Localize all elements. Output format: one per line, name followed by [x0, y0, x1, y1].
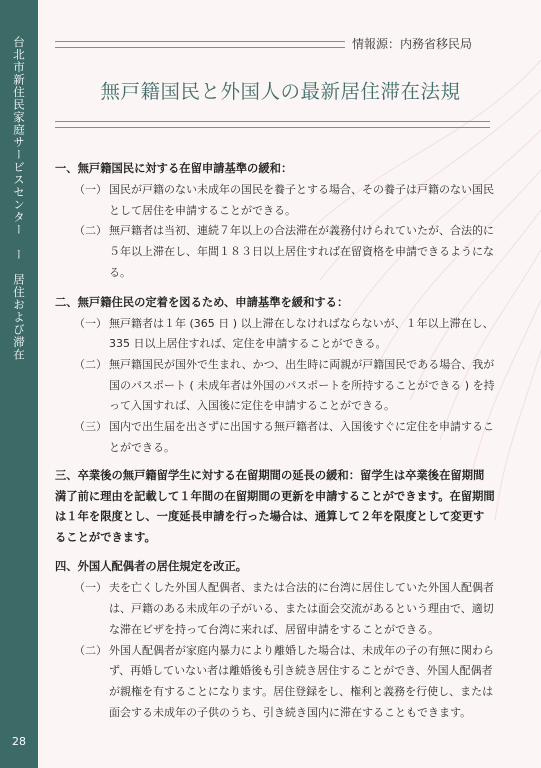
item-number: （三） [74, 420, 107, 434]
main-content [55, 158, 495, 723]
list-item [55, 180, 495, 221]
section-title: 一、無戸籍国民に対する在留申請基準の緩和： [55, 162, 293, 175]
section [55, 466, 495, 548]
item-number: （一） [74, 581, 107, 595]
list-item [55, 417, 495, 458]
source-label: 情報源：内務省移民局 [352, 37, 473, 51]
section [55, 158, 495, 284]
sidebar-title: 台北市新住民家庭サービスセンター ー 居住および滞在 [12, 36, 26, 361]
item-number: （二） [74, 224, 107, 238]
item-text: 無戸籍者は当初、連続７年以上の合法滞在が義務付けられていたが、合法的に５年以上滞在し、年間１８３日以上居住すれば在留資格を申請できるようになる。 [109, 224, 494, 279]
section [55, 556, 495, 723]
list-item [55, 221, 495, 283]
item-text: 夫を亡くした外国人配偶者、または合法的に台湾に居住していた外国人配偶者は、戸籍のある未成年の子がいる、または面会交流があるという理由で、適切な滞在ビザを持って台湾に来れば、居留申請をすることができる。 [109, 581, 494, 636]
page-number: 28 [12, 735, 26, 748]
list-item [55, 641, 495, 724]
item-number: （二） [74, 643, 107, 657]
item-text: 無戸籍国民が国外で生まれ、かつ、出生時に両親が戸籍国民である場合、我が国のパスポート ( 未成年者は外国のパスポートを所持することができる ) を持って入国すれば、入国後に定住を申請することができる。 [109, 357, 495, 413]
item-text: 外国人配偶者が家庭内暴力により離婚した場合は、未成年の子の有無に関わらず、再婚していない者は離婚後も引き続き居住することができ、外国人配偶者が親権を有することになります。居住登録をし、権利と義務を行使し、または面会する未成年の子供のうち、引き続き国内に滞在することもできます。 [109, 643, 494, 719]
header-divider [55, 41, 345, 48]
page-title: 無戸籍国民と外国人の最新居住滞在法規 [100, 80, 461, 103]
section [55, 292, 495, 459]
item-number: （一） [74, 183, 107, 196]
item-text: 無戸籍者は１年 (365 日 ) 以上滞在しなければならないが、１年以上滞在し、335 日以上居住すれば、定住を申請することができる。 [109, 316, 494, 351]
item-number: （二） [74, 357, 107, 371]
list-item [55, 355, 495, 417]
list-item [55, 314, 495, 355]
section-title: 四、外国人配偶者の居住規定を改正。 [55, 560, 248, 574]
section-title: 二、無戸籍住民の定着を図るため、申請基準を緩和する： [55, 295, 349, 309]
item-text: 国内で出生届を出さずに出国する無戸籍者は、入国後すぐに定住を申請することができる。 [109, 420, 494, 454]
list-item [55, 578, 495, 640]
title-divider [55, 121, 490, 128]
section-title: 三、卒業後の無戸籍留学生に対する在留期間の延長の緩和：留学生は卒業後在留期間満了前に理由を記載して１年間の在留期間の更新を申請することができます。在留期間は１年を限度とし、一度延長申請を行った場合は、通算して２年を限度として変更することができます。 [55, 469, 495, 544]
sidebar [0, 0, 38, 768]
item-text: 国民が戸籍のない未成年の国民を養子とする場合、その養子は戸籍のない国民として居住を申請することができる。 [109, 183, 494, 217]
item-number: （一） [74, 316, 107, 330]
